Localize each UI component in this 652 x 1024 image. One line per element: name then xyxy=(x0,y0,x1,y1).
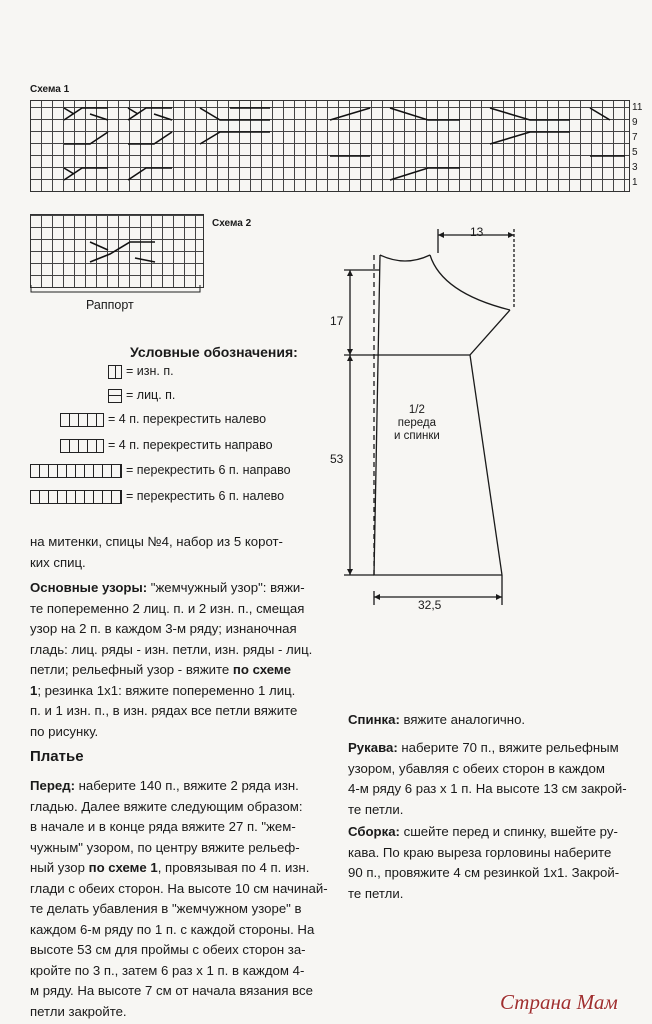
garment-schematic xyxy=(330,215,630,610)
dim-height-total: 53 xyxy=(330,452,344,466)
legend-item: = перекрестить 6 п. налево xyxy=(30,489,284,504)
row-number: 7 xyxy=(632,132,638,143)
cable-right-6-icon xyxy=(30,464,122,478)
intro-paragraph: на митенки, спицы №4, набор из 5 корот- ких спиц. xyxy=(30,534,283,570)
row-number: 3 xyxy=(632,162,638,173)
schematic-label: 1/2 переда и спинки xyxy=(394,404,440,442)
dim-height-armhole: 17 xyxy=(330,314,344,328)
back-paragraph: Спинка: вяжите аналогично. xyxy=(348,712,526,727)
legend-item: = лиц. п. xyxy=(108,388,175,403)
front-heading: Перед: xyxy=(30,778,75,793)
front-paragraph: Перед: наберите 140 п., вяжите 2 ряда изн. гладью. Далее вяжите следующим образом: в начале и в конце ряда вяжите 27 п. "жем- чужным" узором, по центру вяжите рельеф- ный узор по схеме 1, провязывая по 4 п. изн. глади с обеих сторон. На высоте 10 см начинай- те делать убавления в "жемчужном узоре" в каждом 6-м ряду по 1 п. с каждой стороны. На высоте 53 см для проймы с обеих сторон за- кройте по 3 п., затем 6 раз х 1 п. в каждом 4- м ряду. На высоте 7 см от начала вязания все петли закройте. xyxy=(30,778,328,1019)
row-number: 9 xyxy=(632,117,638,128)
back-heading: Спинка: xyxy=(348,712,400,727)
diagram1-title: Схема 1 xyxy=(30,84,70,95)
diagram1-cables xyxy=(30,100,628,190)
row-number: 11 xyxy=(632,102,643,113)
diagram2-cables xyxy=(30,214,202,286)
cable-right-4-icon xyxy=(60,439,104,453)
rapport-bracket xyxy=(30,284,202,298)
diagram2-title: Схема 2 xyxy=(212,218,252,229)
dim-width-bottom: 32,5 xyxy=(418,598,442,612)
legend-title: Условные обозначения: xyxy=(130,344,298,360)
diagram1-row-numbers xyxy=(632,100,642,190)
row-number: 5 xyxy=(632,147,638,158)
cable-left-4-icon xyxy=(60,413,104,427)
row-number: 1 xyxy=(632,177,638,188)
assembly-paragraph: Сборка: сшейте перед и спинку, вшейте ру- кава. По краю выреза горловины наберите 90 п., провяжите 4 см резинкой 1х1. Закрой- те петли. xyxy=(348,824,620,901)
legend-item: = перекрестить 6 п. направо xyxy=(30,463,291,478)
sleeves-paragraph: Рукава: наберите 70 п., вяжите рельефным узором, убавляя с обеих сторон в каждом 4-м ряду 6 раз х 1 п. На высоте 13 см закрой- те петли. xyxy=(348,740,627,817)
sleeves-heading: Рукава: xyxy=(348,740,398,755)
legend-item: = 4 п. перекрестить налево xyxy=(60,412,266,427)
legend-item: = изн. п. xyxy=(108,364,174,379)
watermark: Страна Мам xyxy=(500,990,618,1014)
purl-symbol-icon xyxy=(108,365,122,379)
legend-item: = 4 п. перекрестить направо xyxy=(60,438,273,453)
knit-symbol-icon xyxy=(108,389,122,403)
patterns-paragraph: Основные узоры: "жемчужный узор": вяжи- те попеременно 2 лиц. п. и 2 изн. п., смещая узор на 2 п. в каждом 3-м ряду; изнаночная гладь: лиц. ряды - изн. петли, изн. ряды - лиц. петли; рельефный узор - вяжите по схеме 1; резинка 1х1: вяжите попеременно 1 лиц. п. и 1 изн. п., в изн. рядах все петли вяжите по рисунку. xyxy=(30,580,313,739)
rapport-label: Раппорт xyxy=(86,298,134,312)
cable-left-6-icon xyxy=(30,490,122,504)
dress-heading: Платье xyxy=(30,748,84,765)
assembly-heading: Сборка: xyxy=(348,824,400,839)
dim-width-top: 13 xyxy=(470,225,484,239)
patterns-heading: Основные узоры: xyxy=(30,580,148,595)
